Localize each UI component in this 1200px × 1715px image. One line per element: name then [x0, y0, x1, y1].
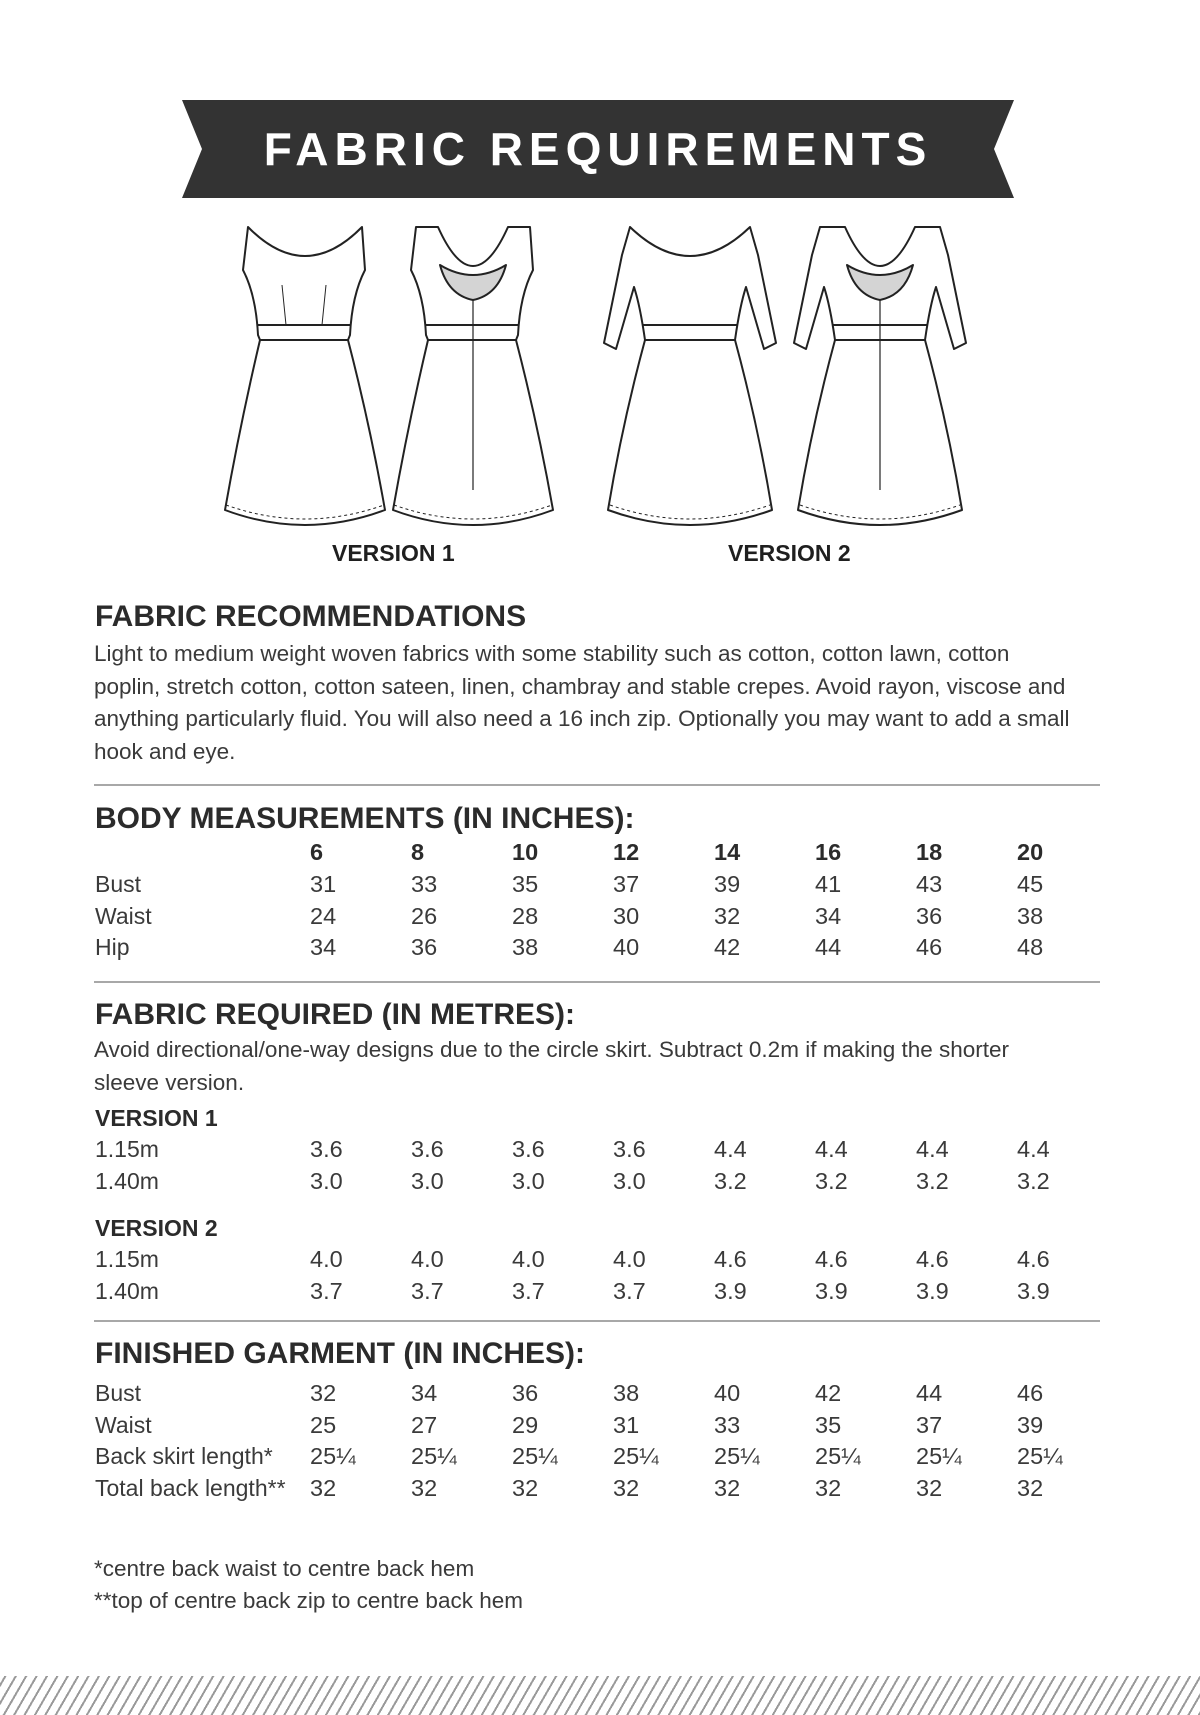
row-label: 1.15m	[95, 1246, 159, 1272]
dress-v1-back-illustration	[388, 225, 558, 535]
dress-v2-front-illustration	[600, 225, 780, 535]
table-cell: 39	[1017, 1411, 1044, 1438]
table-cell: 4.4	[1017, 1136, 1050, 1162]
table-cell: 3.0	[512, 1167, 545, 1194]
table-cell: 37	[613, 871, 640, 897]
row-label: Waist	[95, 902, 152, 929]
table-cell: 4.6	[1017, 1246, 1050, 1272]
table-cell: 4.0	[613, 1246, 646, 1272]
table-cell: 3.6	[411, 1136, 444, 1162]
table-cell: 46	[1017, 1380, 1044, 1406]
row-label: Back skirt length*	[95, 1443, 273, 1469]
table-cell: 25¼	[512, 1443, 558, 1469]
table-cell: 27	[411, 1411, 438, 1438]
table-cell: 25¼	[815, 1443, 861, 1469]
row-label: 1.40m	[95, 1277, 159, 1304]
table-cell: 3.2	[714, 1167, 747, 1194]
table-cell: 3.9	[916, 1277, 949, 1304]
table-cell: 31	[310, 871, 337, 897]
page-title: FABRIC REQUIREMENTS	[263, 123, 933, 175]
table-cell: 3.7	[310, 1277, 343, 1304]
table-cell: 4.0	[310, 1246, 343, 1272]
row-label: 1.15m	[95, 1136, 159, 1162]
table-cell: 32	[512, 1474, 539, 1501]
table-cell: 33	[714, 1411, 741, 1438]
size-header: 18	[916, 839, 943, 865]
footnote-1: *centre back waist to centre back hem	[94, 1556, 475, 1581]
body-measurements-heading: BODY MEASUREMENTS (IN INCHES):	[95, 802, 635, 835]
table-cell: 3.7	[512, 1277, 545, 1304]
table-cell: 32	[310, 1380, 337, 1406]
table-cell: 35	[815, 1411, 842, 1438]
table-cell: 4.6	[815, 1246, 848, 1272]
version-2-label: VERSION 2	[728, 540, 851, 566]
fabric-required-heading: FABRIC REQUIRED (IN METRES):	[95, 998, 575, 1031]
size-header: 10	[512, 839, 539, 865]
table-cell: 32	[613, 1474, 640, 1501]
table-cell: 3.0	[310, 1167, 343, 1194]
table-cell: 36	[512, 1380, 539, 1406]
fabric-note-line: sleeve version.	[94, 1069, 245, 1095]
table-cell: 29	[512, 1411, 539, 1438]
table-cell: 30	[613, 902, 640, 929]
size-header: 20	[1017, 839, 1044, 865]
table-cell: 4.6	[714, 1246, 747, 1272]
table-cell: 32	[310, 1474, 337, 1501]
row-label: Waist	[95, 1411, 152, 1438]
table-cell: 3.2	[916, 1167, 949, 1194]
table-cell: 33	[411, 871, 438, 897]
table-cell: 46	[916, 934, 943, 960]
table-cell: 32	[411, 1474, 438, 1501]
table-cell: 44	[815, 934, 842, 960]
table-cell: 3.2	[1017, 1167, 1050, 1194]
table-cell: 44	[916, 1380, 943, 1406]
table-cell: 37	[916, 1411, 943, 1438]
finished-garment-heading: FINISHED GARMENT (IN INCHES):	[95, 1337, 585, 1370]
table-cell: 34	[411, 1380, 438, 1406]
fabric-version-1-label: VERSION 1	[95, 1105, 218, 1131]
table-cell: 32	[714, 1474, 741, 1501]
row-label: Bust	[95, 1380, 142, 1406]
table-cell: 34	[815, 902, 842, 929]
size-header: 6	[310, 839, 324, 865]
table-cell: 31	[613, 1411, 640, 1438]
table-cell: 3.9	[714, 1277, 747, 1304]
table-cell: 25¼	[916, 1443, 962, 1469]
table-cell: 36	[916, 902, 943, 929]
table-cell: 32	[1017, 1474, 1044, 1501]
size-header: 14	[714, 839, 741, 865]
table-cell: 40	[613, 934, 640, 960]
dress-v1-front-illustration	[220, 225, 390, 535]
recommendation-line: anything particularly fluid. You will also need a 16 inch zip. Optionally you may want to add a small	[94, 706, 1070, 731]
size-header: 12	[613, 839, 640, 865]
table-cell: 3.0	[613, 1167, 646, 1194]
table-cell: 32	[714, 902, 741, 929]
section-divider	[94, 1320, 1100, 1322]
table-cell: 34	[310, 934, 337, 960]
table-cell: 25¼	[714, 1443, 760, 1469]
fabric-note-line: Avoid directional/one-way designs due to the circle skirt. Subtract 0.2m if making the shorter	[94, 1037, 1010, 1062]
table-cell: 3.9	[1017, 1277, 1050, 1304]
table-cell: 3.7	[411, 1277, 444, 1304]
section-divider	[94, 784, 1100, 786]
table-cell: 38	[1017, 902, 1044, 929]
fabric-required-note	[94, 1034, 1094, 1099]
table-cell: 3.7	[613, 1277, 646, 1304]
table-cell: 3.0	[411, 1167, 444, 1194]
table-cell: 45	[1017, 871, 1044, 897]
recommendation-line: Light to medium weight woven fabrics with some stability such as cotton, cotton lawn, cotton	[94, 641, 1010, 666]
table-cell: 4.4	[714, 1136, 747, 1162]
table-cell: 25¼	[310, 1443, 356, 1469]
table-cell: 4.6	[916, 1246, 949, 1272]
fabric-recommendations-text	[94, 638, 1094, 768]
table-cell: 40	[714, 1380, 741, 1406]
table-cell: 24	[310, 902, 337, 929]
table-cell: 35	[512, 871, 539, 897]
row-label: Total back length**	[95, 1474, 286, 1501]
recommendation-line: hook and eye.	[94, 738, 236, 764]
table-cell: 32	[815, 1474, 842, 1501]
table-cell: 3.6	[613, 1136, 646, 1162]
table-cell: 36	[411, 934, 438, 960]
table-cell: 38	[613, 1380, 640, 1406]
row-label: Hip	[95, 934, 130, 960]
dress-v2-back-illustration	[790, 225, 970, 535]
recommendation-line: poplin, stretch cotton, cotton sateen, linen, chambray and stable crepes. Avoid rayon, viscose and	[94, 673, 1066, 699]
table-cell: 48	[1017, 934, 1044, 960]
fabric-recommendations-heading: FABRIC RECOMMENDATIONS	[95, 600, 527, 633]
table-cell: 43	[916, 871, 943, 897]
size-header: 16	[815, 839, 842, 865]
table-cell: 42	[815, 1380, 842, 1406]
fabric-version-2-label: VERSION 2	[95, 1215, 218, 1241]
table-cell: 3.6	[512, 1136, 545, 1162]
table-cell: 4.0	[512, 1246, 545, 1272]
title-banner	[182, 100, 1014, 198]
table-cell: 25	[310, 1411, 337, 1438]
section-divider	[94, 981, 1100, 983]
table-cell: 4.0	[411, 1246, 444, 1272]
table-cell: 4.4	[815, 1136, 848, 1162]
decorative-stripe-border	[0, 1676, 1200, 1715]
row-label: Bust	[95, 871, 142, 897]
table-cell: 3.2	[815, 1167, 848, 1194]
row-label: 1.40m	[95, 1167, 159, 1194]
table-cell: 25¼	[1017, 1443, 1063, 1469]
table-cell: 32	[916, 1474, 943, 1501]
table-cell: 28	[512, 902, 539, 929]
table-cell: 25¼	[411, 1443, 457, 1469]
table-cell: 38	[512, 934, 539, 960]
size-header: 8	[411, 839, 425, 865]
table-cell: 42	[714, 934, 741, 960]
version-1-label: VERSION 1	[332, 540, 455, 566]
table-cell: 3.9	[815, 1277, 848, 1304]
table-cell: 41	[815, 871, 842, 897]
table-cell: 4.4	[916, 1136, 949, 1162]
table-cell: 25¼	[613, 1443, 659, 1469]
table-cell: 3.6	[310, 1136, 343, 1162]
table-cell: 39	[714, 871, 741, 897]
table-cell: 26	[411, 902, 438, 929]
footnote-2: **top of centre back zip to centre back hem	[94, 1588, 523, 1613]
